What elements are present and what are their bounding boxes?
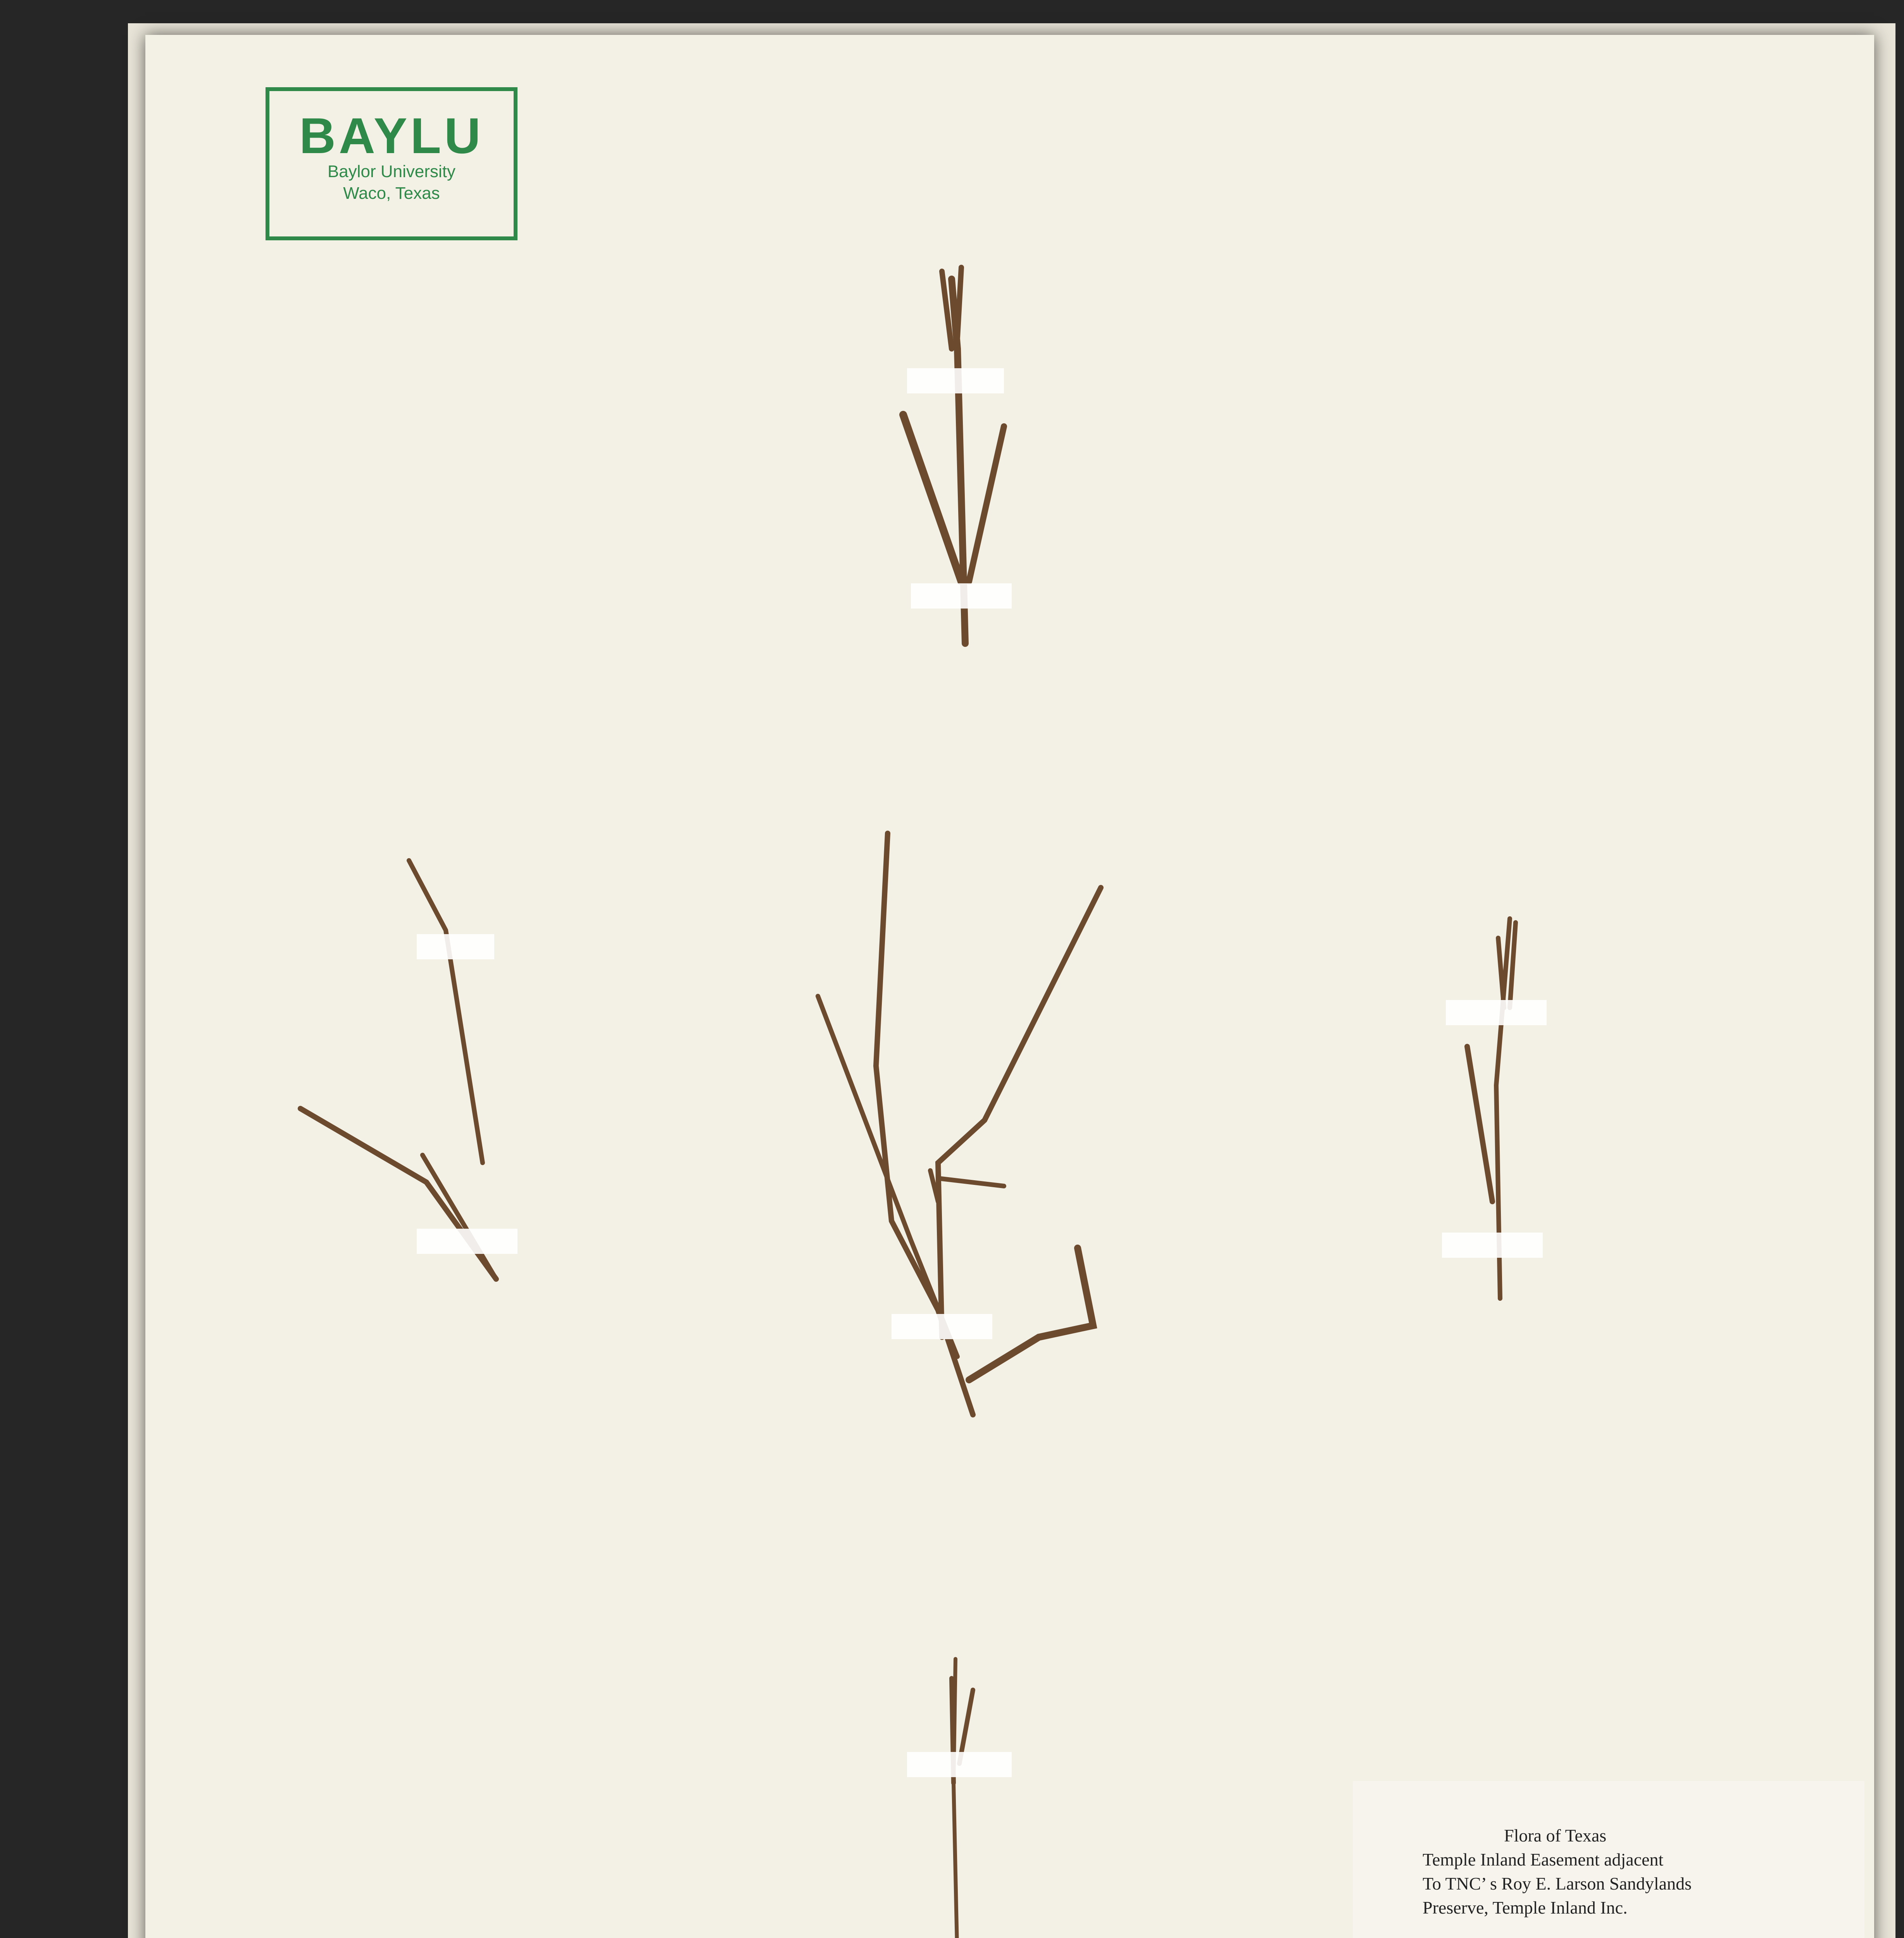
mounting-strap xyxy=(417,934,494,959)
label-header-line: To TNC’ s Roy E. Larson Sandylands xyxy=(1423,1874,1692,1893)
specimen-stem xyxy=(409,860,483,1163)
label-header xyxy=(1423,1824,1849,1920)
mounting-strap xyxy=(1442,1233,1543,1258)
label-header-line: Flora of Texas xyxy=(1504,1826,1607,1845)
label-header-line: Temple Inland Easement adjacent xyxy=(1423,1850,1664,1869)
specimen-label xyxy=(1353,1781,1864,1938)
specimen-leaf xyxy=(969,426,1004,581)
specimen-leaf xyxy=(423,1155,496,1279)
specimen-leaf xyxy=(903,415,961,581)
stamp-line1: Baylor University xyxy=(327,162,456,181)
stamp-code: BAYLU xyxy=(299,107,484,164)
mounting-strap xyxy=(907,1752,1012,1777)
specimen-stem xyxy=(954,1659,959,1938)
stamp-line2: Waco, Texas xyxy=(343,184,440,203)
specimen-leaf xyxy=(938,888,1101,1337)
mounting-strap xyxy=(911,583,1012,609)
mounting-strap xyxy=(892,1314,992,1339)
mounting-strap xyxy=(417,1229,517,1254)
label-header-line: Preserve, Temple Inland Inc. xyxy=(1423,1898,1628,1917)
mounting-strap xyxy=(1446,1000,1547,1025)
mounting-strap xyxy=(907,368,1004,393)
specimen-leaf xyxy=(1467,1047,1492,1202)
